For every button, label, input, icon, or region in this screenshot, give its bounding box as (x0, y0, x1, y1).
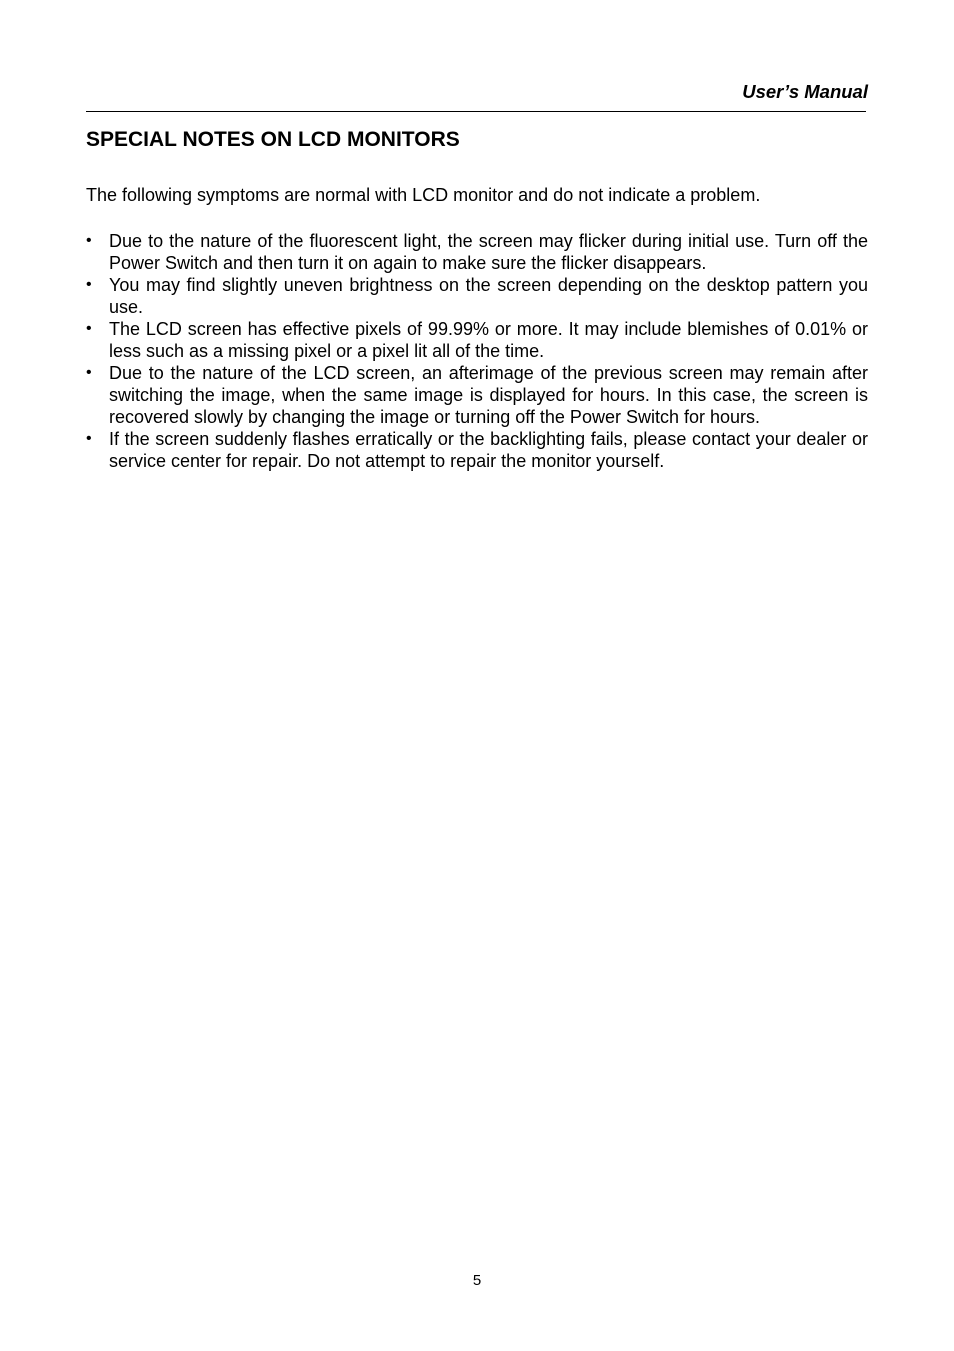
bullet-icon: • (86, 364, 92, 381)
note-text: The LCD screen has effective pixels of 99.99% or more. It may include blemishes of 0.01% or less such as a missing pixel or a pixel lit all of the time. (109, 319, 868, 361)
bullet-icon: • (86, 232, 92, 249)
section-title: SPECIAL NOTES ON LCD MONITORS (86, 128, 460, 151)
list-item (86, 230, 868, 274)
list-item (86, 318, 868, 362)
list-item (86, 274, 868, 318)
note-text: Due to the nature of the LCD screen, an afterimage of the previous screen may remain after switching the image, when the same image is displayed for hours. In this case, the screen is recovered slowly by changing the image or turning off the Power Switch for hours. (109, 363, 868, 427)
notes-list (86, 230, 868, 472)
note-text: Due to the nature of the fluorescent light, the screen may flicker during initial use. Turn off the Power Switch and then turn it on again to make sure the flicker disappears. (109, 231, 868, 273)
bullet-icon: • (86, 276, 92, 293)
running-header: User’s Manual (742, 81, 868, 102)
header-divider (86, 111, 866, 112)
bullet-icon: • (86, 430, 92, 447)
list-item (86, 428, 868, 472)
note-text: You may find slightly uneven brightness on the screen depending on the desktop pattern you use. (109, 275, 868, 317)
note-text: If the screen suddenly flashes erratically or the backlighting fails, please contact your dealer or service center for repair. Do not attempt to repair the monitor yourself. (109, 429, 868, 471)
page-number: 5 (472, 1272, 482, 1289)
bullet-icon: • (86, 320, 92, 337)
list-item (86, 362, 868, 428)
intro-paragraph: The following symptoms are normal with LCD monitor and do not indicate a problem. (86, 185, 761, 205)
